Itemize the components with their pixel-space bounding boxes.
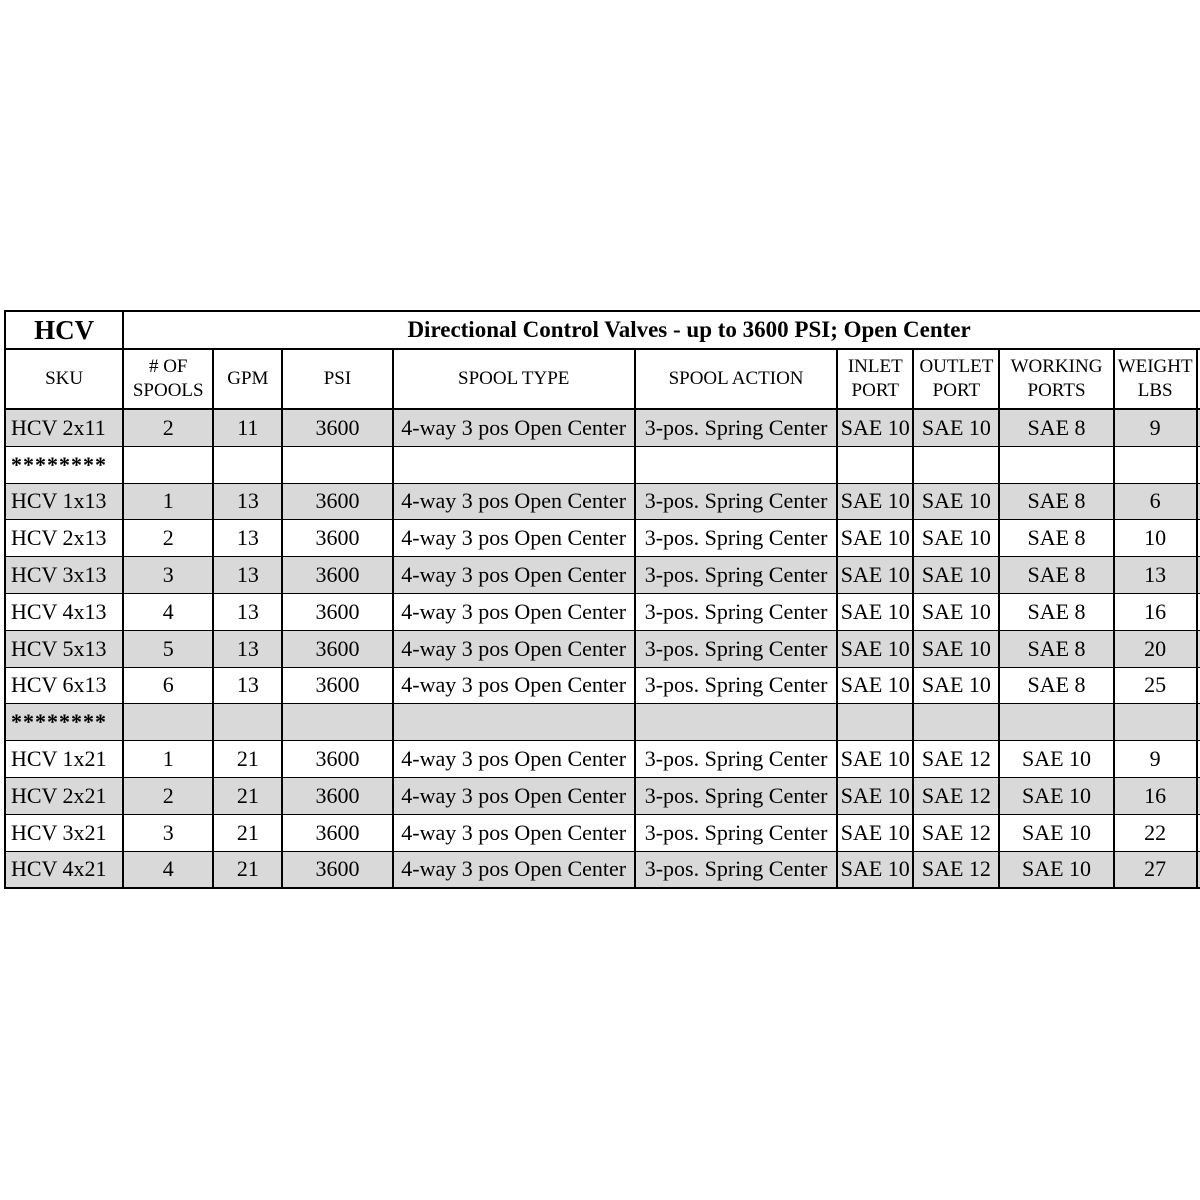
table-cell: 13 — [213, 483, 282, 520]
table-cell: 3600 — [282, 593, 392, 630]
table-cell: 3-pos. Spring Center — [635, 630, 837, 667]
table-cell: 4-way 3 pos Open Center — [393, 777, 635, 814]
column-header-working-ports: WORKING PORTS — [999, 349, 1113, 409]
table-cell: SAE 10 — [999, 814, 1113, 851]
table-cell: SAE 10 — [837, 520, 913, 557]
table-cell: 21 — [213, 777, 282, 814]
table-cell: SAE 8 — [999, 557, 1113, 594]
table-row-hcv-4x13 — [5, 593, 1200, 630]
separator-cell: ******** — [5, 704, 123, 741]
sku-cell: HCV 2x21 — [5, 777, 123, 814]
table-cell: SAE 10 — [837, 557, 913, 594]
table-cell: 20 — [1114, 630, 1197, 667]
table-cell: SAE 8 — [999, 630, 1113, 667]
table-cell: 3-pos. Spring Center — [635, 483, 837, 520]
table-cell: 6 — [123, 667, 213, 704]
table-cell: SAE 10 — [913, 520, 999, 557]
table-cell: 13 — [213, 593, 282, 630]
table-cell: 4-way 3 pos Open Center — [393, 593, 635, 630]
brand-cell: HCV — [5, 311, 123, 349]
sku-cell: HCV 1x13 — [5, 483, 123, 520]
table-row-hcv-3x21 — [5, 814, 1200, 851]
table-cell: SAE 10 — [837, 851, 913, 888]
table-cell: SAE 10 — [999, 777, 1113, 814]
table-cell: 4-way 3 pos Open Center — [393, 483, 635, 520]
column-header-spool-action: SPOOL ACTION — [635, 349, 837, 409]
table-cell: 1 — [123, 741, 213, 778]
table-cell: SAE 8 — [999, 593, 1113, 630]
table-cell: 3-pos. Spring Center — [635, 667, 837, 704]
table-cell: SAE 12 — [913, 851, 999, 888]
table-cell — [913, 446, 999, 483]
table-cell: 3600 — [282, 630, 392, 667]
table-cell: 21 — [213, 814, 282, 851]
table-row-hcv-5x13 — [5, 630, 1200, 667]
table-cell: SAE 10 — [913, 667, 999, 704]
table-cell — [282, 446, 392, 483]
table-cell — [1114, 446, 1197, 483]
table-cell — [213, 446, 282, 483]
sku-cell: HCV 5x13 — [5, 630, 123, 667]
table-row-hcv-2x13 — [5, 520, 1200, 557]
table-cell: 5 — [123, 630, 213, 667]
table-cell: 3600 — [282, 851, 392, 888]
column-header-weight-lbs: WEIGHT LBS — [1114, 349, 1197, 409]
table-cell: 3 — [123, 557, 213, 594]
table-cell: 3-pos. Spring Center — [635, 741, 837, 778]
table-cell: 3-pos. Spring Center — [635, 593, 837, 630]
table-cell: 4 — [123, 851, 213, 888]
table-cell: SAE 10 — [913, 630, 999, 667]
table-row-hcv-2x11 — [5, 409, 1200, 446]
table-cell: 4-way 3 pos Open Center — [393, 630, 635, 667]
table-cell: 3600 — [282, 409, 392, 446]
table-cell: 2 — [123, 409, 213, 446]
table-cell — [393, 446, 635, 483]
table-cell — [837, 704, 913, 741]
table-cell: SAE 10 — [999, 741, 1113, 778]
table-cell: 9 — [1114, 409, 1197, 446]
table-cell: 13 — [213, 520, 282, 557]
table-cell: 3600 — [282, 557, 392, 594]
table-cell: 4-way 3 pos Open Center — [393, 409, 635, 446]
table-cell: 21 — [213, 851, 282, 888]
sku-cell: HCV 2x13 — [5, 520, 123, 557]
table-cell: SAE 10 — [913, 409, 999, 446]
table-cell: 13 — [1114, 557, 1197, 594]
table-cell — [393, 704, 635, 741]
table-cell: SAE 10 — [837, 741, 913, 778]
table-title: Directional Control Valves - up to 3600 PSI; Open Center — [123, 311, 1200, 349]
table-cell: 16 — [1114, 593, 1197, 630]
column-header-spool-type: SPOOL TYPE — [393, 349, 635, 409]
table-cell: 4-way 3 pos Open Center — [393, 814, 635, 851]
table-cell: 3-pos. Spring Center — [635, 557, 837, 594]
table-cell — [999, 446, 1113, 483]
table-cell: SAE 10 — [837, 409, 913, 446]
table-cell: SAE 12 — [913, 741, 999, 778]
column-header-of-spools: # OF SPOOLS — [123, 349, 213, 409]
table-cell: 3-pos. Spring Center — [635, 777, 837, 814]
table-cell: 3600 — [282, 483, 392, 520]
table-cell: 22 — [1114, 814, 1197, 851]
table-cell — [913, 704, 999, 741]
sku-cell: HCV 3x21 — [5, 814, 123, 851]
table-body — [5, 409, 1200, 888]
table-row-separator — [5, 704, 1200, 741]
table-cell: 11 — [213, 409, 282, 446]
table-cell: 25 — [1114, 667, 1197, 704]
table-cell: 2 — [123, 520, 213, 557]
table-cell: SAE 8 — [999, 483, 1113, 520]
table-cell: 3 — [123, 814, 213, 851]
table-row-hcv-6x13 — [5, 667, 1200, 704]
table-cell: SAE 8 — [999, 667, 1113, 704]
table-cell: SAE 10 — [913, 483, 999, 520]
sku-cell: HCV 6x13 — [5, 667, 123, 704]
table-cell: 13 — [213, 630, 282, 667]
table-title-row — [5, 311, 1200, 349]
table-cell — [999, 704, 1113, 741]
table-cell: 6 — [1114, 483, 1197, 520]
table-cell: 3600 — [282, 814, 392, 851]
column-header-gpm: GPM — [213, 349, 282, 409]
table-cell — [1114, 704, 1197, 741]
table-cell — [635, 446, 837, 483]
table-cell: SAE 10 — [837, 667, 913, 704]
table-cell — [837, 446, 913, 483]
table-cell: 16 — [1114, 777, 1197, 814]
table-cell: 3600 — [282, 777, 392, 814]
table-cell — [635, 704, 837, 741]
spec-table — [4, 310, 1200, 889]
table-cell — [282, 704, 392, 741]
column-header-sku: SKU — [5, 349, 123, 409]
table-row-hcv-4x21 — [5, 851, 1200, 888]
sku-cell: HCV 4x13 — [5, 593, 123, 630]
table-cell: SAE 10 — [837, 630, 913, 667]
table-cell: 13 — [213, 557, 282, 594]
table-cell: 3-pos. Spring Center — [635, 814, 837, 851]
table-cell — [123, 704, 213, 741]
table-cell: 4-way 3 pos Open Center — [393, 520, 635, 557]
table-cell: 3-pos. Spring Center — [635, 520, 837, 557]
table-row-hcv-2x21 — [5, 777, 1200, 814]
table-cell: 21 — [213, 741, 282, 778]
table-cell: SAE 8 — [999, 409, 1113, 446]
table-cell: 2 — [123, 777, 213, 814]
table-cell — [123, 446, 213, 483]
table-cell: 4-way 3 pos Open Center — [393, 667, 635, 704]
sku-cell: HCV 4x21 — [5, 851, 123, 888]
table-cell: 1 — [123, 483, 213, 520]
sku-cell: HCV 1x21 — [5, 741, 123, 778]
table-cell: 3-pos. Spring Center — [635, 851, 837, 888]
table-cell: 10 — [1114, 520, 1197, 557]
sku-cell: HCV 2x11 — [5, 409, 123, 446]
spec-table-wrap — [4, 310, 1200, 889]
table-cell: SAE 10 — [837, 593, 913, 630]
table-cell: 3-pos. Spring Center — [635, 409, 837, 446]
separator-cell: ******** — [5, 446, 123, 483]
table-cell: SAE 10 — [999, 851, 1113, 888]
table-cell: 9 — [1114, 741, 1197, 778]
table-cell — [213, 704, 282, 741]
table-cell: SAE 8 — [999, 520, 1113, 557]
table-cell: SAE 10 — [913, 557, 999, 594]
table-cell: SAE 12 — [913, 814, 999, 851]
table-cell: SAE 10 — [837, 483, 913, 520]
table-row-hcv-1x21 — [5, 741, 1200, 778]
column-header-psi: PSI — [282, 349, 392, 409]
column-header-inlet-port: INLET PORT — [837, 349, 913, 409]
table-cell: 4-way 3 pos Open Center — [393, 741, 635, 778]
table-header-row — [5, 349, 1200, 409]
table-cell: 4-way 3 pos Open Center — [393, 557, 635, 594]
table-cell: 3600 — [282, 520, 392, 557]
table-row-separator — [5, 446, 1200, 483]
table-cell: 3600 — [282, 667, 392, 704]
table-cell: 13 — [213, 667, 282, 704]
sku-cell: HCV 3x13 — [5, 557, 123, 594]
table-row-hcv-3x13 — [5, 557, 1200, 594]
table-cell: 4 — [123, 593, 213, 630]
table-cell: SAE 10 — [837, 814, 913, 851]
table-cell: 4-way 3 pos Open Center — [393, 851, 635, 888]
table-cell: SAE 10 — [837, 777, 913, 814]
table-cell: SAE 10 — [913, 593, 999, 630]
table-cell: 27 — [1114, 851, 1197, 888]
column-header-outlet-port: OUTLET PORT — [913, 349, 999, 409]
table-row-hcv-1x13 — [5, 483, 1200, 520]
table-cell: SAE 12 — [913, 777, 999, 814]
table-cell: 3600 — [282, 741, 392, 778]
